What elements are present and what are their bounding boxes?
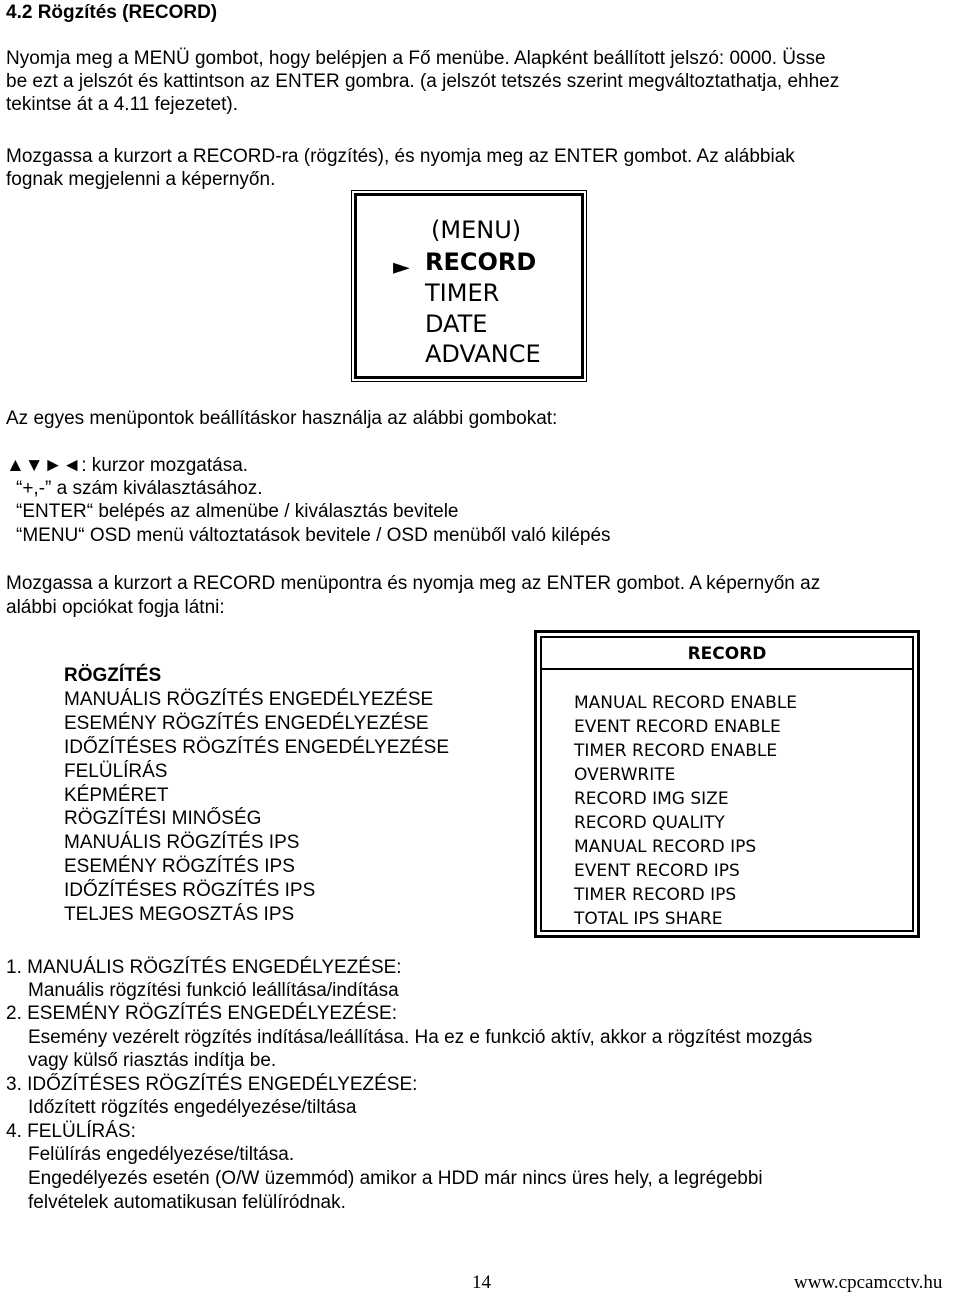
hu-option: TELJES MEGOSZTÁS IPS [64,904,295,926]
record-menu-item[interactable]: RECORD QUALITY [574,813,725,833]
hu-option: ESEMÉNY RÖGZÍTÉS ENGEDÉLYEZÉSE [64,712,429,734]
detail-2-text-1: Esemény vezérelt rögzítés indítása/leállítása. Ha ez e funkció aktív, akkor a rögzítést mozgás [28,1027,813,1048]
record-menu-divider [542,668,912,670]
hu-option: KÉPMÉRET [64,784,169,806]
detail-3-text: Időzített rögzítés engedélyezése/tiltása [28,1097,357,1118]
button-line-enter: “ENTER“ belépés az almenübe / kiválasztás bevitele [16,501,459,522]
record-menu-item[interactable]: MANUAL RECORD IPS [574,837,757,857]
detail-2-text-2: vagy külső riasztás indítja be. [28,1050,277,1071]
record-menu-item[interactable]: OVERWRITE [574,765,676,785]
hu-option: MANUÁLIS RÖGZÍTÉS IPS [64,832,300,854]
detail-4-text-2: Engedélyezés esetén (O/W üzemmód) amikor a HDD már nincs üres hely, a legrégebbi [28,1168,763,1189]
hu-option: IDŐZÍTÉSES RÖGZÍTÉS ENGEDÉLYEZÉSE [64,736,450,758]
detail-1-heading: 1. MANUÁLIS RÖGZÍTÉS ENGEDÉLYEZÉSE: [6,957,402,978]
hu-option: ESEMÉNY RÖGZÍTÉS IPS [64,856,295,878]
hu-option: MANUÁLIS RÖGZÍTÉS ENGEDÉLYEZÉSE [64,688,434,710]
record-menu-title: RECORD [687,644,767,664]
detail-4-text-3: felvételek automatikusan felülíródnak. [28,1192,346,1213]
record-menu-item[interactable]: MANUAL RECORD ENABLE [574,693,798,713]
hu-option: FELÜLÍRÁS [64,760,168,782]
record-menu-item[interactable]: RECORD IMG SIZE [574,789,729,809]
detail-1-text: Manuális rögzítési funkció leállítása/indítása [28,980,399,1001]
button-line-menu: “MENU“ OSD menü változtatások bevitele / OSD menüből való kilépés [16,525,611,546]
button-line-plus-minus: “+,-” a szám kiválasztásához. [16,478,263,499]
move-cursor-line-2: fognak megjelenni a képernyőn. [6,169,276,190]
intro-line-3: tekintse át a 4.11 fejezetet). [6,94,239,115]
record-menu-screen [534,630,920,938]
menu-item-advance[interactable]: ADVANCE [425,340,541,368]
detail-4-heading: 4. FELÜLÍRÁS: [6,1121,136,1142]
intro-line-2: be ezt a jelszót és kattintson az ENTER gombra. (a jelszót tetszés szerint megváltoztathatja, ehhez [6,71,840,92]
intro-line-1: Nyomja meg a MENÜ gombot, hogy belépjen a Fő menübe. Alapként beállított jelszó: 0000. Üsse [6,48,826,69]
detail-2-heading: 2. ESEMÉNY RÖGZÍTÉS ENGEDÉLYEZÉSE: [6,1003,398,1024]
hu-option: RÖGZÍTÉSI MINŐSÉG [64,808,262,830]
footer-url[interactable]: www.cpcamcctv.hu [794,1272,943,1293]
record-menu-item[interactable]: TIMER RECORD IPS [574,885,737,905]
main-menu-screen [354,193,584,379]
hu-record-title: RÖGZÍTÉS [64,665,162,686]
selection-arrow-icon: ► [393,255,410,280]
record-menu-item[interactable]: EVENT RECORD IPS [574,861,740,881]
record-intro-line-2: alábbi opciókat fogja látni: [6,597,225,618]
hungarian-record-options [64,664,449,927]
record-intro-line-1: Mozgassa a kurzort a RECORD menüpontra és nyomja meg az ENTER gombot. A képernyőn az [6,573,821,594]
page-number: 14 [472,1272,491,1293]
record-menu-item[interactable]: EVENT RECORD ENABLE [574,717,781,737]
button-line-arrows: ▲▼►◄: kurzor mozgatása. [6,455,249,476]
detail-3-heading: 3. IDŐZÍTÉSES RÖGZÍTÉS ENGEDÉLYEZÉSE: [6,1074,418,1095]
buttons-intro: Az egyes menüpontok beállításkor használja az alábbi gombokat: [6,408,558,429]
detail-4-text-1: Felülírás engedélyezése/tiltása. [28,1144,295,1165]
section-heading: 4.2 Rögzítés (RECORD) [6,2,218,23]
menu-item-date[interactable]: DATE [425,310,488,338]
record-menu-item[interactable]: TOTAL IPS SHARE [574,909,723,929]
hu-option: IDŐZÍTÉSES RÖGZÍTÉS IPS [64,880,316,902]
menu-item-timer[interactable]: TIMER [425,279,500,307]
menu-item-record[interactable]: RECORD [425,248,537,276]
record-menu-item[interactable]: TIMER RECORD ENABLE [574,741,778,761]
move-cursor-line-1: Mozgassa a kurzort a RECORD-ra (rögzítés), és nyomja meg az ENTER gombot. Az alábbiak [6,146,795,167]
main-menu-title: (MENU) [431,216,522,244]
